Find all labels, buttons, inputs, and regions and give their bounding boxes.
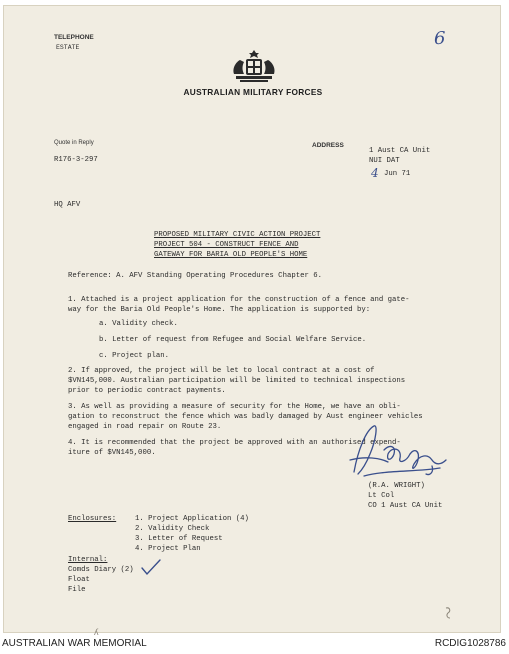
enclosure-item: 1. Project Application (4) — [135, 515, 249, 523]
address-line-2: NUI DAT — [369, 157, 400, 165]
para-1-line-2: way for the Baria Old People's Home. The application is supported by: — [68, 306, 371, 314]
date-handwritten: 4 — [371, 166, 379, 180]
subject-line-3: GATEWAY FOR BARIA OLD PEOPLE'S HOME — [154, 251, 308, 259]
para-4-line-1: 4. It is recommended that the project be approved with an authorised expend- — [68, 439, 401, 447]
para-1-item-c: c. Project plan. — [99, 352, 170, 360]
para-3-line-1: 3. As well as providing a measure of security for the Home, we have an obli- — [68, 403, 401, 411]
address-label: ADDRESS — [312, 142, 344, 149]
org-title: AUSTRALIAN MILITARY FORCES — [183, 87, 323, 97]
document-page — [3, 5, 501, 633]
pencil-mark-icon — [444, 606, 454, 620]
signature-rank: Lt Col — [368, 492, 395, 500]
telephone-label: TELEPHONE — [54, 34, 94, 41]
recipient: HQ AFV — [54, 201, 81, 209]
archive-footer — [0, 627, 509, 654]
para-2-line-1: 2. If approved, the project will be let to local contract at a cost of — [68, 367, 375, 375]
subject-line-1: PROPOSED MILITARY CIVIC ACTION PROJECT — [154, 231, 321, 239]
address-line-1: 1 Aust CA Unit — [369, 147, 431, 155]
footer-institution: AUSTRALIAN WAR MEMORIAL — [2, 638, 147, 649]
internal-item: Comds Diary (2) — [68, 566, 134, 574]
checkmark-icon — [140, 558, 162, 576]
enclosure-item: 3. Letter of Request — [135, 535, 223, 543]
date-typed: Jun 71 — [384, 170, 411, 178]
enclosure-item: 2. Validity Check — [135, 525, 210, 533]
telephone-value: ESTATE — [56, 44, 80, 51]
subject-line-2: PROJECT 504 - CONSTRUCT FENCE AND — [154, 241, 299, 249]
quote-value: R176-3-297 — [54, 156, 98, 164]
para-1-line-1: 1. Attached is a project application for the construction of a fence and gate- — [68, 296, 410, 304]
enclosures-label: Enclosures: — [68, 515, 117, 523]
signature-name: (R.A. WRIGHT) — [368, 482, 425, 490]
footer-pencil-glyph: ʎ — [94, 627, 99, 637]
reference-line: Reference: A. AFV Standing Operating Procedures Chapter 6. — [68, 272, 322, 280]
coat-of-arms-icon — [230, 50, 278, 84]
quote-label: Quote in Reply — [54, 140, 94, 146]
para-1-item-a: a. Validity check. — [99, 320, 178, 328]
para-3-line-2: gation to reconstruct the fence which was badly damaged by Aust engineer vehicles — [68, 413, 423, 421]
footer-record-id: RCDIG1028786 — [434, 638, 506, 649]
para-1-item-b: b. Letter of request from Refugee and Social Welfare Service. — [99, 336, 367, 344]
enclosure-item: 4. Project Plan — [135, 545, 201, 553]
para-3-line-3: engaged in road repair on Route 23. — [68, 423, 222, 431]
page-mark: 6 — [434, 28, 446, 49]
handwritten-signature — [336, 420, 456, 482]
internal-label: Internal: — [68, 556, 108, 564]
para-2-line-3: prior to periodic contract payments. — [68, 387, 226, 395]
signature-title: CO 1 Aust CA Unit — [368, 502, 443, 510]
para-4-line-2: iture of $VN145,000. — [68, 449, 156, 457]
internal-item: Float — [68, 576, 90, 584]
para-2-line-2: $VN145,000. Australian participation will be limited to technical inspections — [68, 377, 406, 385]
internal-item: File — [68, 586, 86, 594]
